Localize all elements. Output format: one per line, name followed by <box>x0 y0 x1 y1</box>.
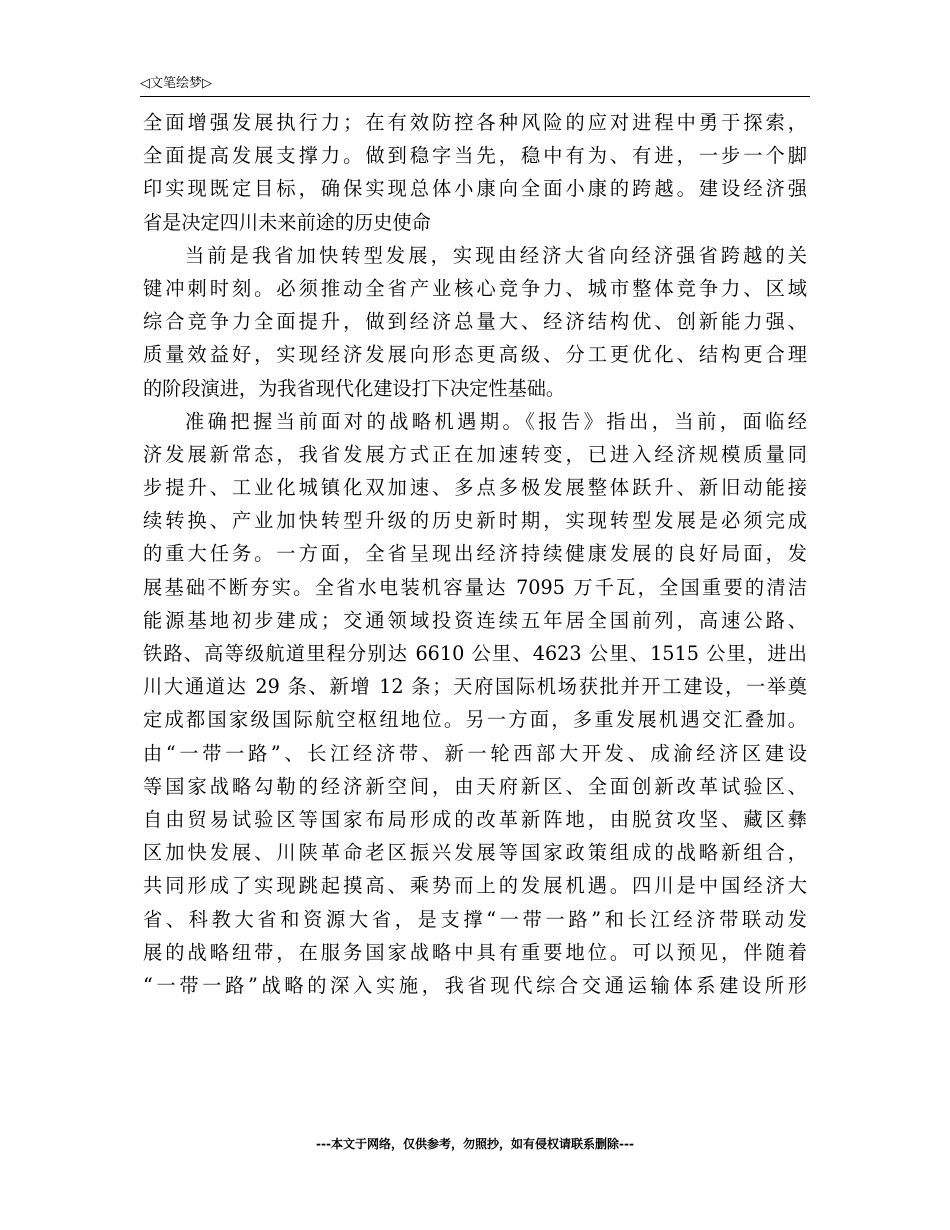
text-line: 省、科教大省和资源大省，是支撑“一带一路”和长江经济带联动发 <box>143 907 807 931</box>
text-line: 等国家战略勾勒的经济新空间，由天府新区、全面创新改革试验区、 <box>143 774 807 798</box>
text-line: 铁路、高等级航道里程分别达 6610 公里、4623 公里、1515 公里，进出 <box>143 642 807 665</box>
page-footer: ---本文于网络，仅供参考，勿照抄，如有侵权请联系删除--- <box>316 1137 634 1151</box>
text-line: 当前是我省加快转型发展，实现由经济大省向经济强省跨越的关 <box>185 243 807 267</box>
text-line: 区加快发展、川陕革命老区振兴发展等国家政策组成的战略新组合， <box>143 841 807 865</box>
text-line: 济发展新常态，我省发展方式正在加速转变，已进入经济规模质量同 <box>143 442 807 466</box>
text-line: 质量效益好，实现经济发展向形态更高级、分工更优化、结构更合理 <box>143 343 807 367</box>
text-line: 展的战略纽带，在服务国家战略中具有重要地位。可以预见，伴随着 <box>143 940 807 964</box>
page-header <box>140 74 810 97</box>
text-line: 自由贸易试验区等国家布局形成的改革新阵地，由脱贫攻坚、藏区彝 <box>143 807 807 831</box>
text-line: 综合竞争力全面提升，做到经济总量大、经济结构优、创新能力强、 <box>143 310 807 334</box>
text-line: 准确把握当前面对的战略机遇期。《报告》指出，当前，面临经 <box>185 409 807 433</box>
text-line: 能源基地初步建成；交通领域投资连续五年居全国前列，高速公路、 <box>143 608 807 632</box>
text-line: 由“一带一路”、长江经济带、新一轮西部大开发、成渝经济区建设 <box>143 741 807 765</box>
text-line: 定成都国家级国际航空枢纽地位。另一方面，多重发展机遇交汇叠加。 <box>143 708 807 732</box>
text-line: 的重大任务。一方面，全省呈现出经济持续健康发展的良好局面，发 <box>143 542 807 566</box>
text-line: 步提升、工业化城镇化双加速、多点多极发展整体跃升、新旧动能接 <box>143 476 807 500</box>
text-line: 全面提高发展支撑力。做到稳字当先，稳中有为、有进，一步一个脚 <box>143 144 807 168</box>
text-line: 续转换、产业加快转型升级的历史新时期，实现转型发展是必须完成 <box>143 509 807 533</box>
document-body <box>143 106 807 1002</box>
text-line: “一带一路”战略的深入实施，我省现代综合交通运输体系建设所形 <box>143 973 807 997</box>
text-line: 省是决定四川未来前途的历史使命 <box>143 210 431 234</box>
text-line: 的阶段演进，为我省现代化建设打下决定性基础。 <box>143 376 566 400</box>
text-line: 全面增强发展执行力；在有效防控各种风险的应对进程中勇于探索， <box>143 111 807 134</box>
text-line: 共同形成了实现跳起摸高、乘势而上的发展机遇。四川是中国经济大 <box>143 874 807 898</box>
header-title: ◁文笔绘梦▷ <box>140 76 212 91</box>
text-line: 键冲刺时刻。必须推动全省产业核心竞争力、城市整体竞争力、区域 <box>143 276 807 300</box>
text-line: 川大通道达 29 条、新增 12 条；天府国际机场获批并开工建设，一举奠 <box>143 675 807 699</box>
text-line: 展基础不断夯实。全省水电装机容量达 7095 万千瓦，全国重要的清洁 <box>143 575 807 599</box>
text-line: 印实现既定目标，确保实现总体小康向全面小康的跨越。建设经济强 <box>143 177 807 201</box>
